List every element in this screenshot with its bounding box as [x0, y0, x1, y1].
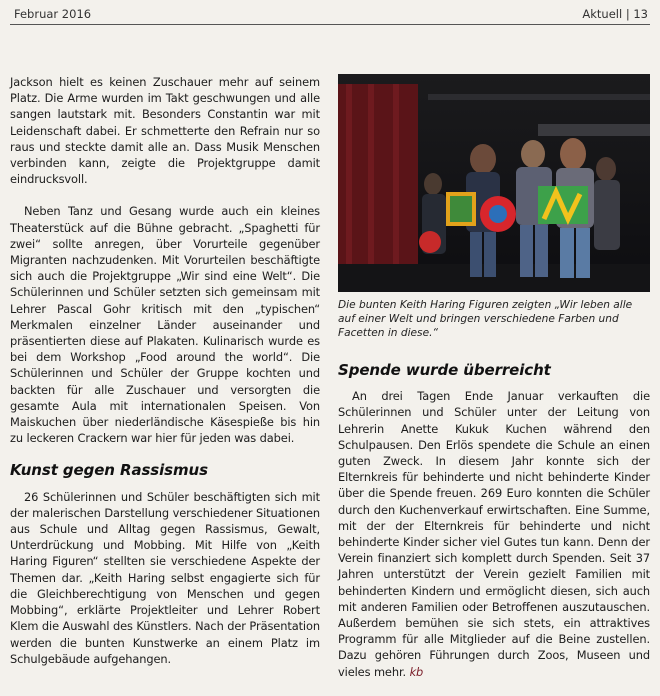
section-heading-kunst: Kunst gegen Rassismus	[10, 461, 208, 480]
author-signature: kb	[409, 664, 424, 679]
event-photo	[338, 74, 650, 292]
article-paragraph-1: Jackson hielt es keinen Zuschauer mehr auf seinem Platz. Die Arme wurden im Takt geschwungen und alle sangen lautstark mit. Besonders Constantin war mit Leidenschaft dabei. Er schmetterte den Refrain nur so raus und steckte damit alle an. Dass Musik Menschen verbinden kann, zeigte die Projektgruppe damit eindrucksvoll.	[10, 75, 320, 187]
stage-photo-illustration	[338, 74, 650, 292]
left-column	[10, 74, 320, 683]
section-heading-spende: Spende wurde überreicht	[338, 361, 551, 379]
photo-caption: Die bunten Keith Haring Figuren zeigten „Wir leben alle auf einer Welt und bringen verschiedene Farben und Facetten in diese.“	[338, 299, 633, 339]
section-page-number: Aktuell | 13	[582, 7, 648, 21]
right-column	[338, 350, 650, 696]
issue-date: Februar 2016	[14, 7, 92, 21]
article-paragraph-2: Neben Tanz und Gesang wurde auch ein kleines Theaterstück auf die Bühne gebracht. „Spaghetti für zwei“ sollte anregen, über Vorurteile gegenüber Migranten nachzudenken. Mit Vorurteilen beschäftigte sich auch die Projektgruppe „Wir sind eine Welt“. Die Schülerinnen und Schüler setzten sich gemeinsam mit Lehrer Pascal Gohr kritisch mit den „typischen“ Merkmalen einzelner Länder auseinander und präsentierten diese auf Plakaten. Kulinarisch wurde es bei dem Workshop „Food around the world“. Die Schülerinnen und Schüler der Gruppe kochten und backten für alle Zuschauer und versorgten die gesamte Aula mit internationalen Speisen. Von Maiskuchen über niederländische Käsespieße bis hin zu leckeren Crackern war hier für jeden was dabei.	[10, 204, 320, 446]
article-paragraph-spende	[338, 388, 650, 680]
spende-text: An drei Tagen Ende Januar verkauften die Schülerinnen und Schüler unter der Leitung von Lehrerin Anette Kukuk Kuchen während den Schulpausen. Den Erlös spendete die Schule an einen guten Zweck. In diesem Jahr konnte sich der Elternkreis für behinderte und nicht behinderte Kinder über die Spende freuen. 269 Euro konnten die Schüler durch den Kuchenverkauf erwirtschaften. Eine Summe, mit der der Elternkreis für behinderte und nicht behinderte Kinder sicher viel Gutes tun kann. Denn der Verein finanziert sich komplett durch Spenden. Seit 37 Jahren unterstützt der Verein gezielt Familien mit behinderten Kindern und ermöglicht diesen, sich auch mit anderen Familien oder Betroffenen auszutauschen. Außerdem bemühen sie sich stets, ein attraktives Programm für alle Mitglieder auf die Beine zustellen. Dazu gehören Führungen durch Zoos, Museen und vieles mehr.	[338, 389, 650, 679]
page-header	[10, 6, 650, 25]
article-paragraph-3: 26 Schülerinnen und Schüler beschäftigten sich mit der malerischen Darstellung verschiedener Situationen aus Schule und Alltag gegen Rassismus, Gewalt, Unterdrückung und Mobbing. Mit Hilfe von „Keith Haring Figuren“ stellten sie verschiedene Aspekte der Themen dar. „Keith Haring selbst engagierte sich für die Gleichberechtigung von Menschen und gegen Mobbing“, erklärte Projektleiter und Lehrer Robert Klem die Auswahl des Künstlers. Nach der Präsentation werden die bunten Kunstwerke an einem Platz im Schulgebäude aufgehangen.	[10, 489, 320, 666]
